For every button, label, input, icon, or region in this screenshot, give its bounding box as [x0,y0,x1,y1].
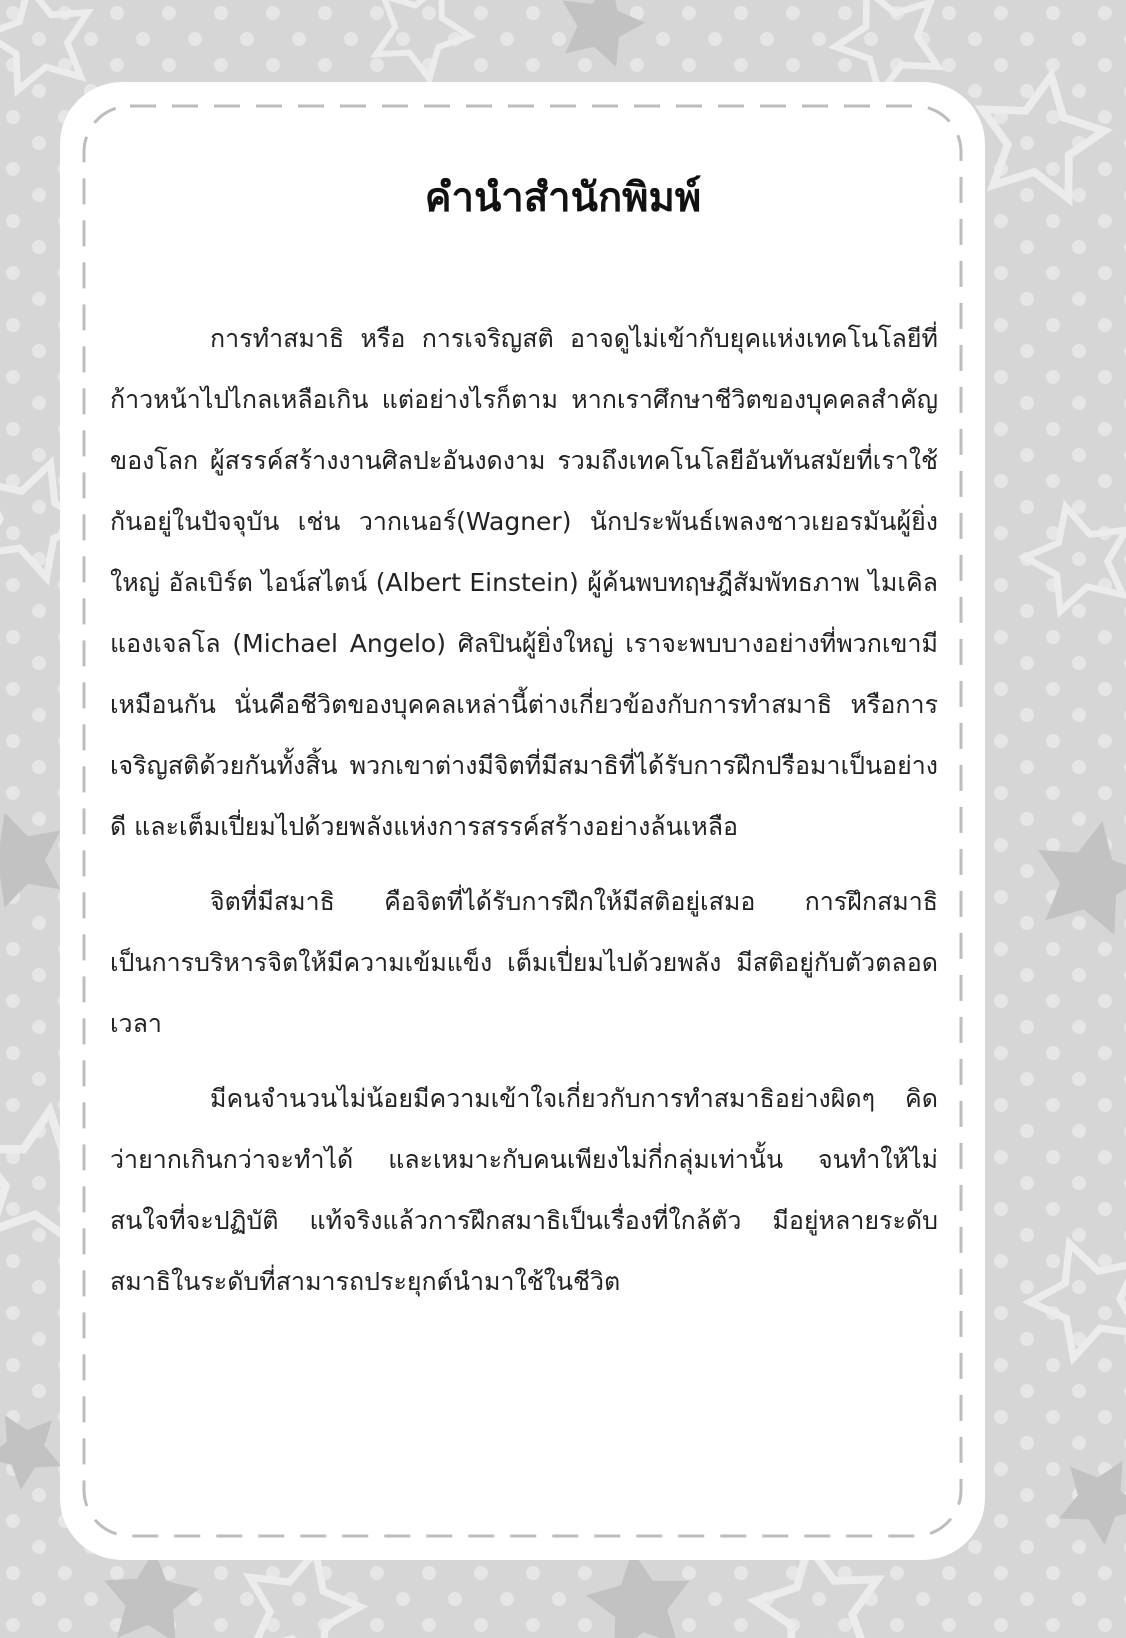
preface-body [110,308,938,1326]
paragraph: จิตที่มีสมาธิ คือจิตที่ได้รับการฝึกให้มีสติอยู่เสมอ การฝึกสมาธิเป็นการบริหารจิตให้มีความเข้มแข็ง เต็มเปี่ยมไปด้วยพลัง มีสติอยู่กับตัวตลอดเวลา [110,887,938,1038]
page-title: คำนำสำนักพิมพ์ [424,175,702,221]
paragraph: มีคนจำนวนไม่น้อยมีความเข้าใจเกี่ยวกับการทำสมาธิอย่างผิดๆ คิดว่ายากเกินกว่าจะทำได้ และเหมาะกับคนเพียงไม่กี่กลุ่มเท่านั้น จนทำให้ไม่สนใจที่จะปฏิบัติ แท้จริงแล้วการฝึกสมาธิเป็นเรื่องที่ใกล้ตัว มีอยู่หลายระดับ สมาธิในระดับที่สามารถประยุกต์นำมาใช้ในชีวิต [110,1084,938,1296]
paragraph: การทำสมาธิ หรือ การเจริญสติ อาจดูไม่เข้ากับยุคแห่งเทคโนโลยีที่ก้าวหน้าไปไกลเหลือเกิน แต่อย่างไรก็ตาม หากเราศึกษาชีวิตของบุคคลสำคัญของโลก ผู้สรรค์สร้างงานศิลปะอันงดงาม รวมถึงเทคโนโลยีอันทันสมัยที่เราใช้กันอยู่ในปัจจุบัน เช่น วากเนอร์(Wagner) นักประพันธ์เพลงชาวเยอรมันผู้ยิ่งใหญ่ อัลเบิร์ต ไอน์สไตน์ (Albert Einstein) ผู้ค้นพบทฤษฎีสัมพัทธภาพ ไมเคิล แองเจลโล (Michael Angelo) ศิลปินผู้ยิ่งใหญ่ เราจะพบบางอย่างที่พวกเขามีเหมือนกัน นั่นคือชีวิตของบุคคลเหล่านี้ต่างเกี่ยวข้องกับการทำสมาธิ หรือการเจริญสติด้วยกันทั้งสิ้น พวกเขาต่างมีจิตที่มีสมาธิที่ได้รับการฝึกปรือมาเป็นอย่างดี และเต็มเปี่ยมไปด้วยพลังแห่งการสรรค์สร้างอย่างล้นเหลือ [110,324,938,841]
